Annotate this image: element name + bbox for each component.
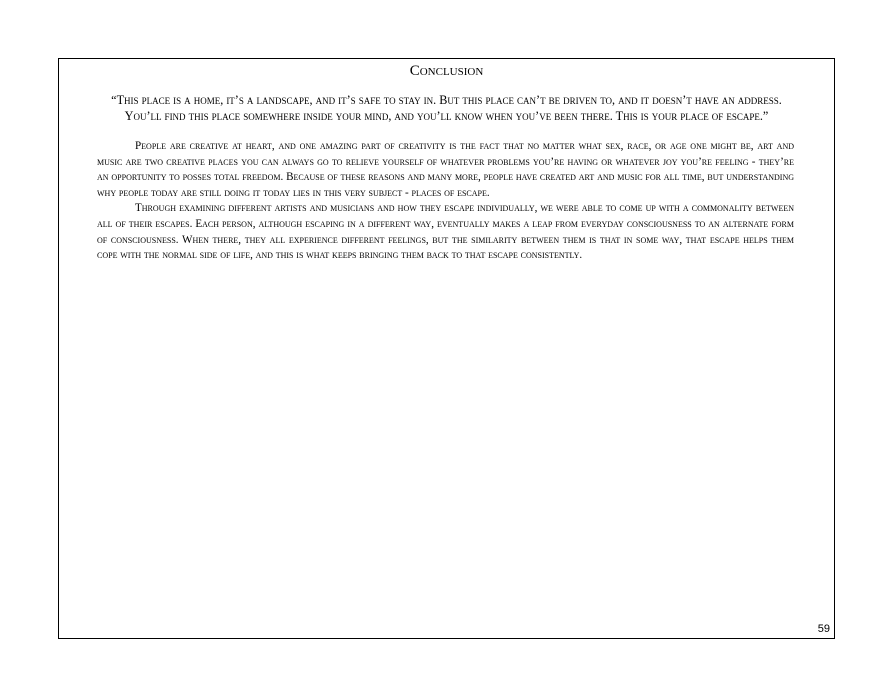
body-text	[97, 139, 794, 264]
page-number: 59	[817, 623, 830, 635]
quote-line-1: “This place is a home, it’s a landscape, and it’s safe to stay in. But this place can’t be driven to, and it doesn’t have an address.	[111, 93, 782, 107]
paragraph-2: Through examining different artists and musicians and how they escape individually, we were able to come up with a commonality between all of their escapes. Each person, although escaping in a different way, eventually makes a leap from everyday consciousness to an alternate form of consciousness. When there, they all experience different feelings, but the similarity between them is that in some way, that escape helps them cope with the normal side of life, and this is what keeps bringing them back to that escape consistently.	[97, 202, 794, 262]
page-title: Conclusion	[409, 63, 484, 79]
page-frame	[58, 58, 835, 639]
paragraph-1: People are creative at heart, and one amazing part of creativity is the fact that no matter what sex, race, or age one might be, art and music are two creative places you can always go to relieve yourself of whatever problems you’re having or whatever joy you’re feeling - they’re an opportunity to posses total freedom. Because of these reasons and many more, people have created art and music for all time, but understanding why people today are still doing it today lies in this very subject - places of escape.	[97, 140, 794, 199]
quote-line-2: You’ll find this place somewhere inside your mind, and you’ll know when you’ve been there. This is your place of escape.”	[124, 109, 769, 123]
epigraph-quote	[89, 92, 804, 124]
